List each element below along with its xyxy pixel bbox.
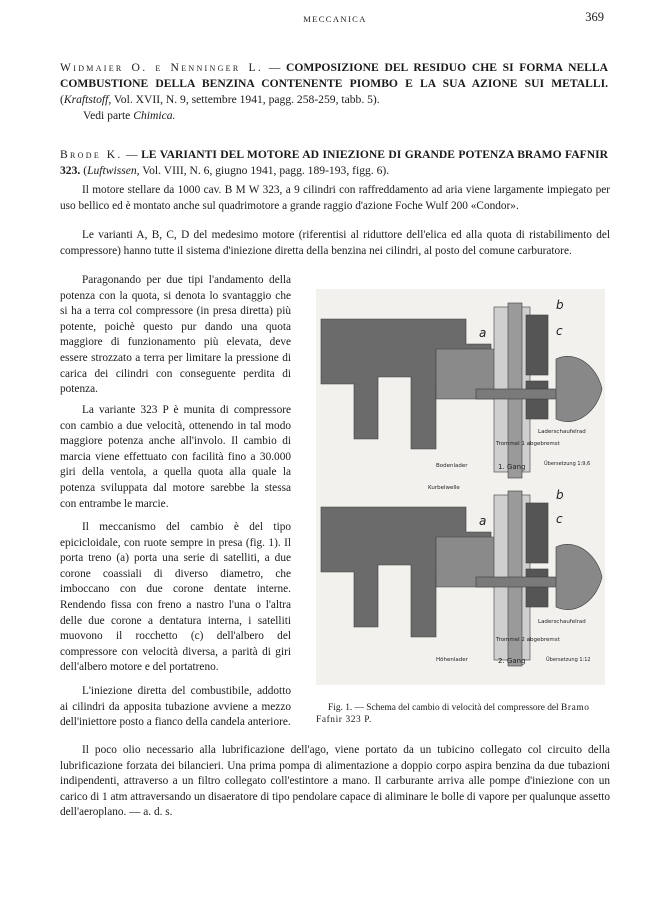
- label-b-bottom: b: [556, 488, 564, 502]
- section-title: MECCANICA: [303, 14, 367, 24]
- label-gang-2: 2. Gang: [498, 657, 526, 665]
- label-trommel-2: Trommel 2 abgebremst: [496, 637, 560, 643]
- entry-title: LE VARIANTI DEL MOTORE AD INIEZIONE DI GRANDE POTENZA BRAMO FAFNIR 323.: [60, 148, 608, 177]
- label-kurbelwelle: Kurbelwelle: [428, 485, 460, 491]
- caption-text: Fig. 1. — Schema del cambio di velocità del compressore del: [328, 703, 559, 713]
- paragraph-5: Il meccanismo del cambio è del tipo epicicloidale, con ruote sempre in presa (fig. 1). Il porta treno (a) porta una serie di satelliti, a due corone coassiali di diverso diametro, che imboccano con due corone dentate interne. Rendendo fissa con freno a nastro l'una o l'altra delle due corone a dentatura interna, i satelliti muovono il rocchetto (c) dell'albero del compressore con velocità diversa, a parità di giri dell'albero motore e del portatreno.: [60, 521, 291, 674]
- paragraph-4: La variante 323 P è munita di compressore con cambio a due velocità, ottenendo in tal modo maggiore potenza anche all'involo. Il cambio di marcia viene effettuato con facilità fino a 30.000 giri della ventola, a quella quota alla quale la potenza sviluppata dal motore sarebbe la stessa con entrambe le marcie.: [60, 404, 291, 510]
- label-ubersetzung-2: Übersetzung 1:12: [546, 657, 591, 663]
- paragraph-7: Il poco olio necessario alla lubrificazione dell'ago, viene portato da un tubicino collegato col circuito della lubrificazione forzata dei bilancieri. Una prima pompa di alimentazione a doppio corpo aspira benzina da due tubazioni indipendenti, attraverso a un filtro collegato coll'estintore a mano. Il carburante arriva alle pompe d'iniezione con un carico di 1 atm attraversando un disaeratore di tipo pendolare capace di aliminare le bolle di vapore per qualunque assetto dell'aeroplano. — a. d. s.: [60, 744, 610, 819]
- bibliography-entry-widmaier: Widmaier O. e Nenninger L. — COMPOSIZIONE DEL RESIDUO CHE SI FORMA NELLA COMBUSTIONE DELLA BENZINA CONTENENTE PIOMBO E LA SUA AZIONE SUI METALLI. (Kraftstoff, Vol. XVII, N. 9, settembre 1941, pagg. 258-259, tabb. 5).: [60, 61, 609, 106]
- entry-citation: , Vol. XVII, N. 9, settembre 1941, pagg. 258-259, tabb. 5).: [108, 92, 380, 106]
- note-prefix: Vedi parte: [83, 109, 131, 122]
- label-hohenlader: Höhenlader: [436, 657, 468, 663]
- entry-citation: , Vol. VIII, N. 6, giugno 1941, pagg. 189-193, figg. 6).: [136, 163, 390, 177]
- label-gang-1: 1. Gang: [498, 463, 526, 471]
- page-number: 369: [585, 10, 604, 24]
- paragraph-6: L'iniezione diretta del combustibile, addotto ai cilindri da apposita tubazione avviene a mezzo dell'iniettore posto a fianco della candela anteriore.: [60, 685, 291, 729]
- label-b-top: b: [556, 298, 564, 312]
- paragraph-2: Le varianti A, B, C, D del medesimo motore (riferentisi al riduttore dell'elica ed alla quota di ristabilimento del compressore) hanno tutte il sistema d'iniezione diretta della benzina nei cilindri, al posto del comune carburatore.: [60, 229, 610, 257]
- bibliography-entry-brode: Brode K. — LE VARIANTI DEL MOTORE AD INIEZIONE DI GRANDE POTENZA BRAMO FAFNIR 323. (Luftwissen, Vol. VIII, N. 6, giugno 1941, pagg. 189-193, figg. 6).: [60, 148, 608, 177]
- cross-reference-note: [83, 109, 175, 122]
- entry-journal: Kraftstoff: [63, 92, 109, 106]
- gearbox-schematic: [316, 289, 605, 685]
- running-header: [40, 8, 630, 30]
- label-bodenlader: Bodenlader: [436, 463, 468, 469]
- figure-1-gearbox-diagram: [316, 289, 605, 685]
- entry-author: Widmaier O. e Nenninger L.: [60, 61, 264, 74]
- paragraph-3: Paragonando per due tipi l'andamento della potenza con la quota, si denota lo svantaggio che si ha a terra col compressore (in presa diretta) più potente, poichè questo pur dando una quota maggiore di funzionamento più elevata, deve essere strozzato a terra per limitare la pressione di carica dei cilindri con conseguente perdita di potenza.: [60, 274, 291, 396]
- entry-title: COMPOSIZIONE DEL RESIDUO CHE SI FORMA NELLA COMBUSTIONE DELLA BENZINA CONTENENTE PIOMBO E LA SUA AZIONE SUI METALLI.: [60, 61, 609, 90]
- label-laderschaufelrad-top: Laderschaufelrad: [538, 429, 586, 435]
- label-c-top: c: [556, 324, 563, 338]
- label-laderschaufelrad-bottom: Laderschaufelrad: [538, 619, 586, 625]
- label-c-bottom: c: [556, 512, 563, 526]
- note-reference: Chimica.: [133, 109, 176, 122]
- paragraph-1: Il motore stellare da 1000 cav. B M W 323, a 9 cilindri con raffreddamento ad aria viene largamente impiegato per uso bellico ed è montato anche sul quadrimotore a grande raggio d'azione Foche Wulf 200 «Condor».: [60, 184, 610, 212]
- entry-author: Brode K.: [60, 148, 123, 161]
- label-trommel-1: Trommel 1 abgebremst: [496, 441, 560, 447]
- figure-caption: [316, 703, 612, 726]
- entry-separator: —: [263, 61, 287, 74]
- label-a-top: a: [479, 326, 487, 340]
- entry-journal: Luftwissen: [87, 163, 137, 177]
- label-a-bottom: a: [479, 514, 487, 528]
- caption-engine-name: Bramo Fafnir 323 P.: [316, 703, 590, 725]
- label-ubersetzung-1: Übersetzung 1:9,6: [544, 461, 591, 467]
- entry-separator: —: [122, 148, 142, 161]
